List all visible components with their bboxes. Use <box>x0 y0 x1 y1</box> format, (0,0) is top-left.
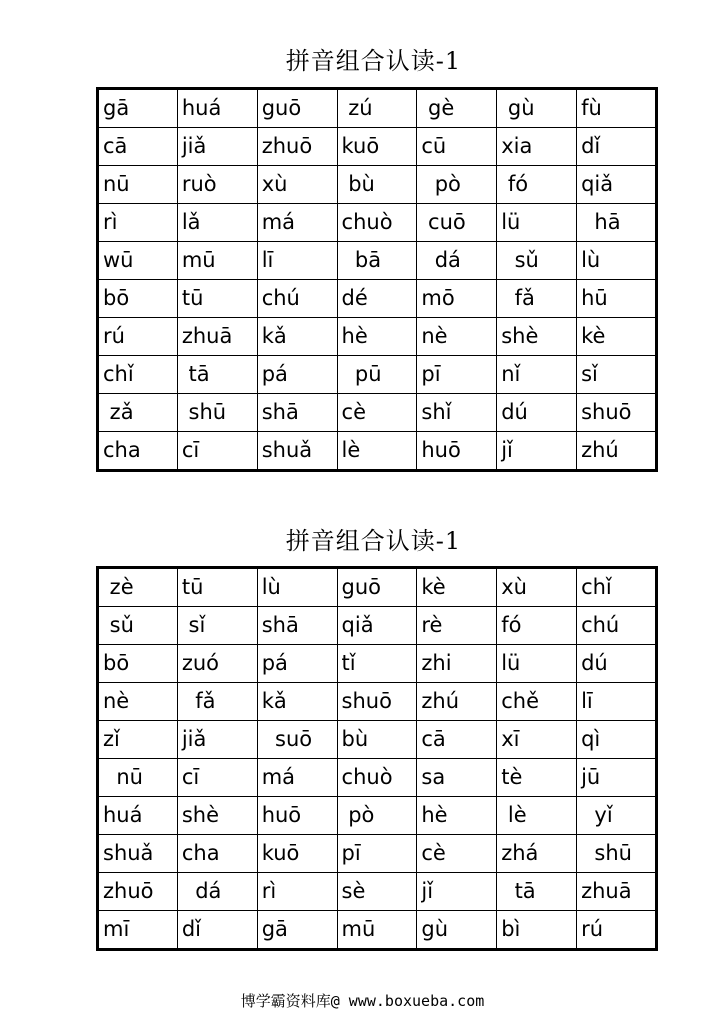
pinyin-cell: sè <box>337 873 417 911</box>
pinyin-cell: bō <box>98 280 178 318</box>
pinyin-cell: lè <box>337 432 417 471</box>
table-row <box>98 911 657 950</box>
pinyin-cell: sǐ <box>577 356 657 394</box>
pinyin-cell: shè <box>497 318 577 356</box>
pinyin-cell: fó <box>497 166 577 204</box>
pinyin-cell: jiǎ <box>177 128 257 166</box>
pinyin-cell: sǔ <box>497 242 577 280</box>
pinyin-cell: huō <box>257 797 337 835</box>
pinyin-cell: chuò <box>337 204 417 242</box>
table-row <box>98 759 657 797</box>
footer-at-sign: @ <box>330 992 340 1010</box>
pinyin-cell: chuò <box>337 759 417 797</box>
pinyin-cell: pò <box>417 166 497 204</box>
pinyin-cell: huá <box>177 89 257 128</box>
pinyin-cell: jū <box>577 759 657 797</box>
table-row <box>98 166 657 204</box>
pinyin-cell: lù <box>257 568 337 607</box>
pinyin-cell: jiǎ <box>177 721 257 759</box>
table-row <box>98 89 657 128</box>
pinyin-cell: xī <box>497 721 577 759</box>
pinyin-cell: chǐ <box>577 568 657 607</box>
pinyin-cell: nū <box>98 166 178 204</box>
pinyin-cell: kuō <box>257 835 337 873</box>
pinyin-cell: dá <box>417 242 497 280</box>
table-row <box>98 873 657 911</box>
pinyin-cell: shuō <box>337 683 417 721</box>
pinyin-cell: má <box>257 759 337 797</box>
pinyin-cell: pī <box>337 835 417 873</box>
table-row <box>98 721 657 759</box>
pinyin-cell: cū <box>417 128 497 166</box>
table-row <box>98 242 657 280</box>
pinyin-cell: lī <box>257 242 337 280</box>
pinyin-cell: mū <box>337 911 417 950</box>
pinyin-cell: lè <box>497 797 577 835</box>
pinyin-cell: nè <box>417 318 497 356</box>
pinyin-cell: tā <box>177 356 257 394</box>
pinyin-cell: pò <box>337 797 417 835</box>
pinyin-cell: dǐ <box>177 911 257 950</box>
pinyin-cell: lī <box>577 683 657 721</box>
pinyin-cell: sǔ <box>98 607 178 645</box>
pinyin-cell: zú <box>337 89 417 128</box>
pinyin-cell: rú <box>577 911 657 950</box>
pinyin-cell: lü <box>497 204 577 242</box>
pinyin-table-2 <box>96 566 658 951</box>
pinyin-cell: shā <box>257 394 337 432</box>
pinyin-cell: cha <box>98 432 178 471</box>
pinyin-cell: lü <box>497 645 577 683</box>
pinyin-cell: guō <box>337 568 417 607</box>
pinyin-cell: zhuā <box>177 318 257 356</box>
pinyin-cell: cè <box>417 835 497 873</box>
pinyin-cell: mī <box>98 911 178 950</box>
pinyin-cell: suō <box>257 721 337 759</box>
pinyin-cell: cha <box>177 835 257 873</box>
table-row <box>98 568 657 607</box>
pinyin-cell: chě <box>497 683 577 721</box>
pinyin-cell: yǐ <box>577 797 657 835</box>
pinyin-cell: shū <box>177 394 257 432</box>
table-row <box>98 645 657 683</box>
pinyin-cell: cī <box>177 759 257 797</box>
table-row <box>98 356 657 394</box>
pinyin-cell: bì <box>497 911 577 950</box>
pinyin-cell: kè <box>577 318 657 356</box>
pinyin-cell: bā <box>337 242 417 280</box>
pinyin-cell: shū <box>577 835 657 873</box>
pinyin-cell: dǐ <box>577 128 657 166</box>
table-row <box>98 835 657 873</box>
pinyin-cell: kuō <box>337 128 417 166</box>
pinyin-cell: gù <box>497 89 577 128</box>
pinyin-cell: zhú <box>577 432 657 471</box>
pinyin-cell: dé <box>337 280 417 318</box>
pinyin-cell: chú <box>577 607 657 645</box>
table-row <box>98 394 657 432</box>
pinyin-cell: chǐ <box>98 356 178 394</box>
pinyin-cell: tǐ <box>337 645 417 683</box>
pinyin-cell: guō <box>257 89 337 128</box>
pinyin-cell: nǐ <box>497 356 577 394</box>
pinyin-cell: zhuā <box>577 873 657 911</box>
pinyin-cell: zǎ <box>98 394 178 432</box>
footer-watermark <box>0 991 725 1011</box>
pinyin-cell: qiǎ <box>577 166 657 204</box>
table-row <box>98 607 657 645</box>
pinyin-cell: rì <box>98 204 178 242</box>
pinyin-cell: zhuō <box>257 128 337 166</box>
pinyin-cell: qì <box>577 721 657 759</box>
pinyin-cell: xia <box>497 128 577 166</box>
pinyin-cell: shā <box>257 607 337 645</box>
pinyin-cell: pī <box>417 356 497 394</box>
pinyin-cell: rú <box>98 318 178 356</box>
pinyin-cell: tè <box>497 759 577 797</box>
worksheet-title-2: 拼音组合认读-1 <box>285 527 462 555</box>
pinyin-cell: gā <box>98 89 178 128</box>
pinyin-cell: wū <box>98 242 178 280</box>
pinyin-cell: chú <box>257 280 337 318</box>
pinyin-cell: rè <box>417 607 497 645</box>
pinyin-cell: qiǎ <box>337 607 417 645</box>
pinyin-cell: mō <box>417 280 497 318</box>
table-row <box>98 280 657 318</box>
pinyin-cell: sǐ <box>177 607 257 645</box>
pinyin-cell: nè <box>98 683 178 721</box>
pinyin-cell: bù <box>337 721 417 759</box>
table-row <box>98 204 657 242</box>
pinyin-cell: lù <box>577 242 657 280</box>
pinyin-cell: gè <box>417 89 497 128</box>
pinyin-cell: fù <box>577 89 657 128</box>
pinyin-cell: shuǎ <box>257 432 337 471</box>
pinyin-cell: zhi <box>417 645 497 683</box>
pinyin-cell: xù <box>497 568 577 607</box>
pinyin-cell: rì <box>257 873 337 911</box>
pinyin-cell: cā <box>98 128 178 166</box>
pinyin-cell: jǐ <box>417 873 497 911</box>
pinyin-cell: nū <box>98 759 178 797</box>
pinyin-cell: gù <box>417 911 497 950</box>
pinyin-cell: huá <box>98 797 178 835</box>
worksheet-title-1: 拼音组合认读-1 <box>285 47 462 75</box>
pinyin-cell: fó <box>497 607 577 645</box>
pinyin-cell: cuō <box>417 204 497 242</box>
pinyin-cell: zǐ <box>98 721 178 759</box>
footer-site-name: 博学霸资料库 <box>240 992 331 1010</box>
pinyin-cell: dú <box>577 645 657 683</box>
table-row <box>98 318 657 356</box>
pinyin-cell: gā <box>257 911 337 950</box>
pinyin-cell: ruò <box>177 166 257 204</box>
pinyin-cell: bō <box>98 645 178 683</box>
pinyin-cell: pá <box>257 645 337 683</box>
pinyin-cell: hā <box>577 204 657 242</box>
pinyin-cell: hè <box>337 318 417 356</box>
pinyin-cell: jǐ <box>497 432 577 471</box>
pinyin-cell: bù <box>337 166 417 204</box>
pinyin-cell: má <box>257 204 337 242</box>
pinyin-cell: dá <box>177 873 257 911</box>
pinyin-cell: hè <box>417 797 497 835</box>
table-row <box>98 797 657 835</box>
pinyin-cell: hū <box>577 280 657 318</box>
pinyin-cell: tā <box>497 873 577 911</box>
pinyin-cell: shuǎ <box>98 835 178 873</box>
pinyin-cell: mū <box>177 242 257 280</box>
footer-url[interactable]: www.boxueba.com <box>339 992 485 1010</box>
table-row <box>98 432 657 471</box>
pinyin-cell: zhuō <box>98 873 178 911</box>
pinyin-cell: pá <box>257 356 337 394</box>
table-row <box>98 683 657 721</box>
pinyin-cell: cè <box>337 394 417 432</box>
pinyin-cell: fǎ <box>177 683 257 721</box>
pinyin-cell: zè <box>98 568 178 607</box>
pinyin-cell: shuō <box>577 394 657 432</box>
pinyin-cell: dú <box>497 394 577 432</box>
pinyin-cell: tū <box>177 280 257 318</box>
pinyin-cell: cā <box>417 721 497 759</box>
table-row <box>98 128 657 166</box>
pinyin-cell: zuó <box>177 645 257 683</box>
pinyin-cell: xù <box>257 166 337 204</box>
pinyin-cell: kǎ <box>257 683 337 721</box>
pinyin-cell: shè <box>177 797 257 835</box>
pinyin-cell: sa <box>417 759 497 797</box>
pinyin-cell: zhú <box>417 683 497 721</box>
pinyin-cell: huō <box>417 432 497 471</box>
pinyin-cell: kè <box>417 568 497 607</box>
pinyin-cell: zhá <box>497 835 577 873</box>
pinyin-cell: kǎ <box>257 318 337 356</box>
pinyin-table-1 <box>96 87 658 472</box>
pinyin-cell: shǐ <box>417 394 497 432</box>
pinyin-cell: cī <box>177 432 257 471</box>
pinyin-cell: lǎ <box>177 204 257 242</box>
pinyin-cell: tū <box>177 568 257 607</box>
pinyin-cell: fǎ <box>497 280 577 318</box>
pinyin-cell: pū <box>337 356 417 394</box>
